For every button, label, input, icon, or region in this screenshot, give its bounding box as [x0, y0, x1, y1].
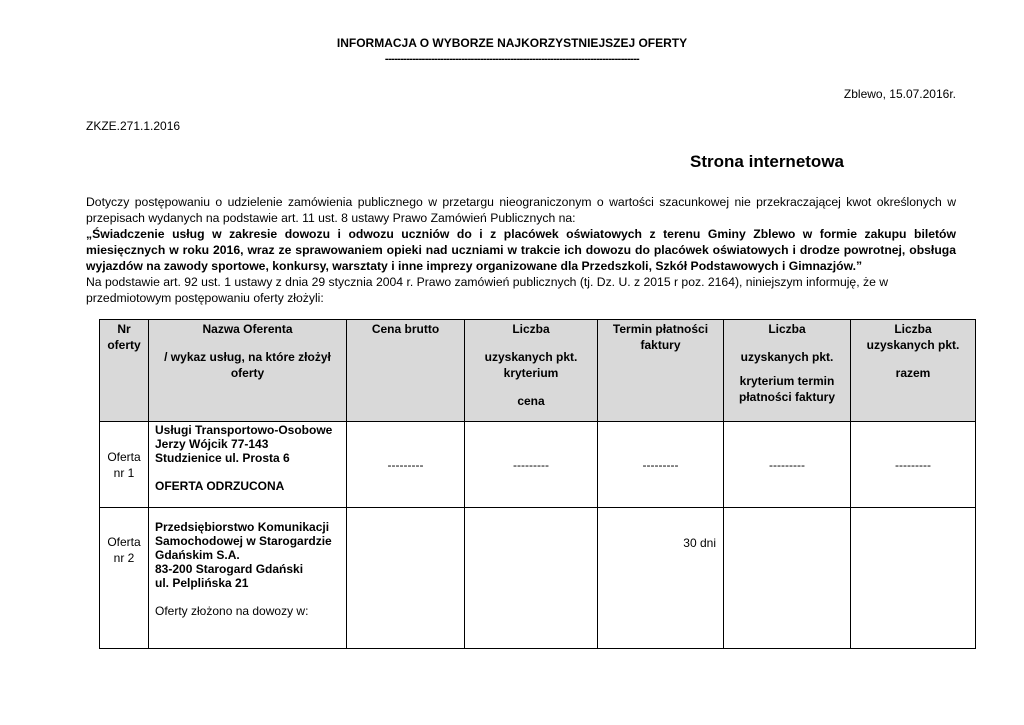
table-row: [100, 508, 976, 649]
total-points-cell: ---------: [851, 422, 976, 508]
website-heading: Strona internetowa: [690, 152, 844, 171]
bidder-cell: Usługi Transportowo-Osobowe Jerzy Wójcik 77-143 Studzienice ul. Prosta 6 OFERTA ODRZUCONA: [149, 422, 347, 508]
col-header-term-points: Liczba uzyskanych pkt. kryterium termin płatności faktury: [724, 320, 851, 422]
rejected-status: OFERTA ODRZUCONA: [155, 479, 285, 493]
price-points-cell: ---------: [465, 422, 598, 508]
col-header-bidder-name: Nazwa Oferenta / wykaz usług, na które złożył oferty: [149, 320, 347, 422]
intro-text: [86, 194, 956, 306]
col-header-payment-term: Termin płatności faktury: [598, 320, 724, 422]
contract-subject: „Świadczenie usług w zakresie dowozu i odwozu uczniów do i z placówek oświatowych z terenu Gminy Zblewo w formie zakupu biletów miesięcznych w roku 2016, wraz ze sprawowaniem opieki nad uczniami w trakcie ich dowozu do placówek oświatowych i drodze powrotnej, obsługa wyjazdów na zawody sportowe, konkursy, warsztaty i inne imprezy organizowane dla Przedszkoli, Szkół Podstawowych i Gimnazjów.”: [86, 227, 956, 273]
col-header-total-points: Liczba uzyskanych pkt. razem: [851, 320, 976, 422]
table-header-row: [100, 320, 976, 422]
services-note: Oferty złożono na dowozy w:: [155, 604, 309, 618]
intro-paragraph: Dotyczy postępowaniu o udzielenie zamówienia publicznego w przetargu nieograniczonym o wartości szacunkowej nie przekraczającej kwot określonych w przepisach wydanych na podstawie art. 11 ust. 8 ustawy Prawo Zamówień Publicznych na:: [86, 195, 956, 225]
place-date: Zblewo, 15.07.2016r.: [843, 87, 956, 101]
payment-term-cell: 30 dni: [598, 508, 724, 649]
col-header-price-points: Liczba uzyskanych pkt. kryterium cena: [465, 320, 598, 422]
table-row: [100, 422, 976, 508]
reference-number: ZKZE.271.1.2016: [86, 119, 181, 133]
col-header-gross-price: Cena brutto: [347, 320, 465, 422]
term-points-cell: ---------: [724, 422, 851, 508]
legal-basis: Na podstawie art. 92 ust. 1 ustawy z dnia 29 stycznia 2004 r. Prawo zamówień publicznych (tj. Dz. U. z 2015 r poz. 2164), niniejszym informuję, że w przedmiotowym postępowaniu oferty złożyli:: [86, 275, 889, 305]
bidder-cell: Przedsiębiorstwo Komunikacji Samochodowej w Starogardzie Gdańskim S.A. 83-200 Starogard Gdański ul. Pelplińska 21 Oferty złożono na dowozy w:: [149, 508, 347, 649]
price-cell: ---------: [347, 422, 465, 508]
total-points-cell: [851, 508, 976, 649]
document-title: INFORMACJA O WYBORZE NAJKORZYSTNIEJSZEJ OFERTY: [336, 36, 688, 50]
title-underline: -----------------------------------------------------------------------------------: [384, 53, 640, 65]
term-points-cell: [724, 508, 851, 649]
price-cell: [347, 508, 465, 649]
payment-term-cell: ---------: [598, 422, 724, 508]
price-points-cell: [465, 508, 598, 649]
offer-number-cell: Oferta nr 1: [100, 422, 149, 508]
offers-table: [99, 319, 976, 649]
offer-number-cell: Oferta nr 2: [100, 508, 149, 649]
col-header-offer-number: Nr oferty: [100, 320, 149, 422]
